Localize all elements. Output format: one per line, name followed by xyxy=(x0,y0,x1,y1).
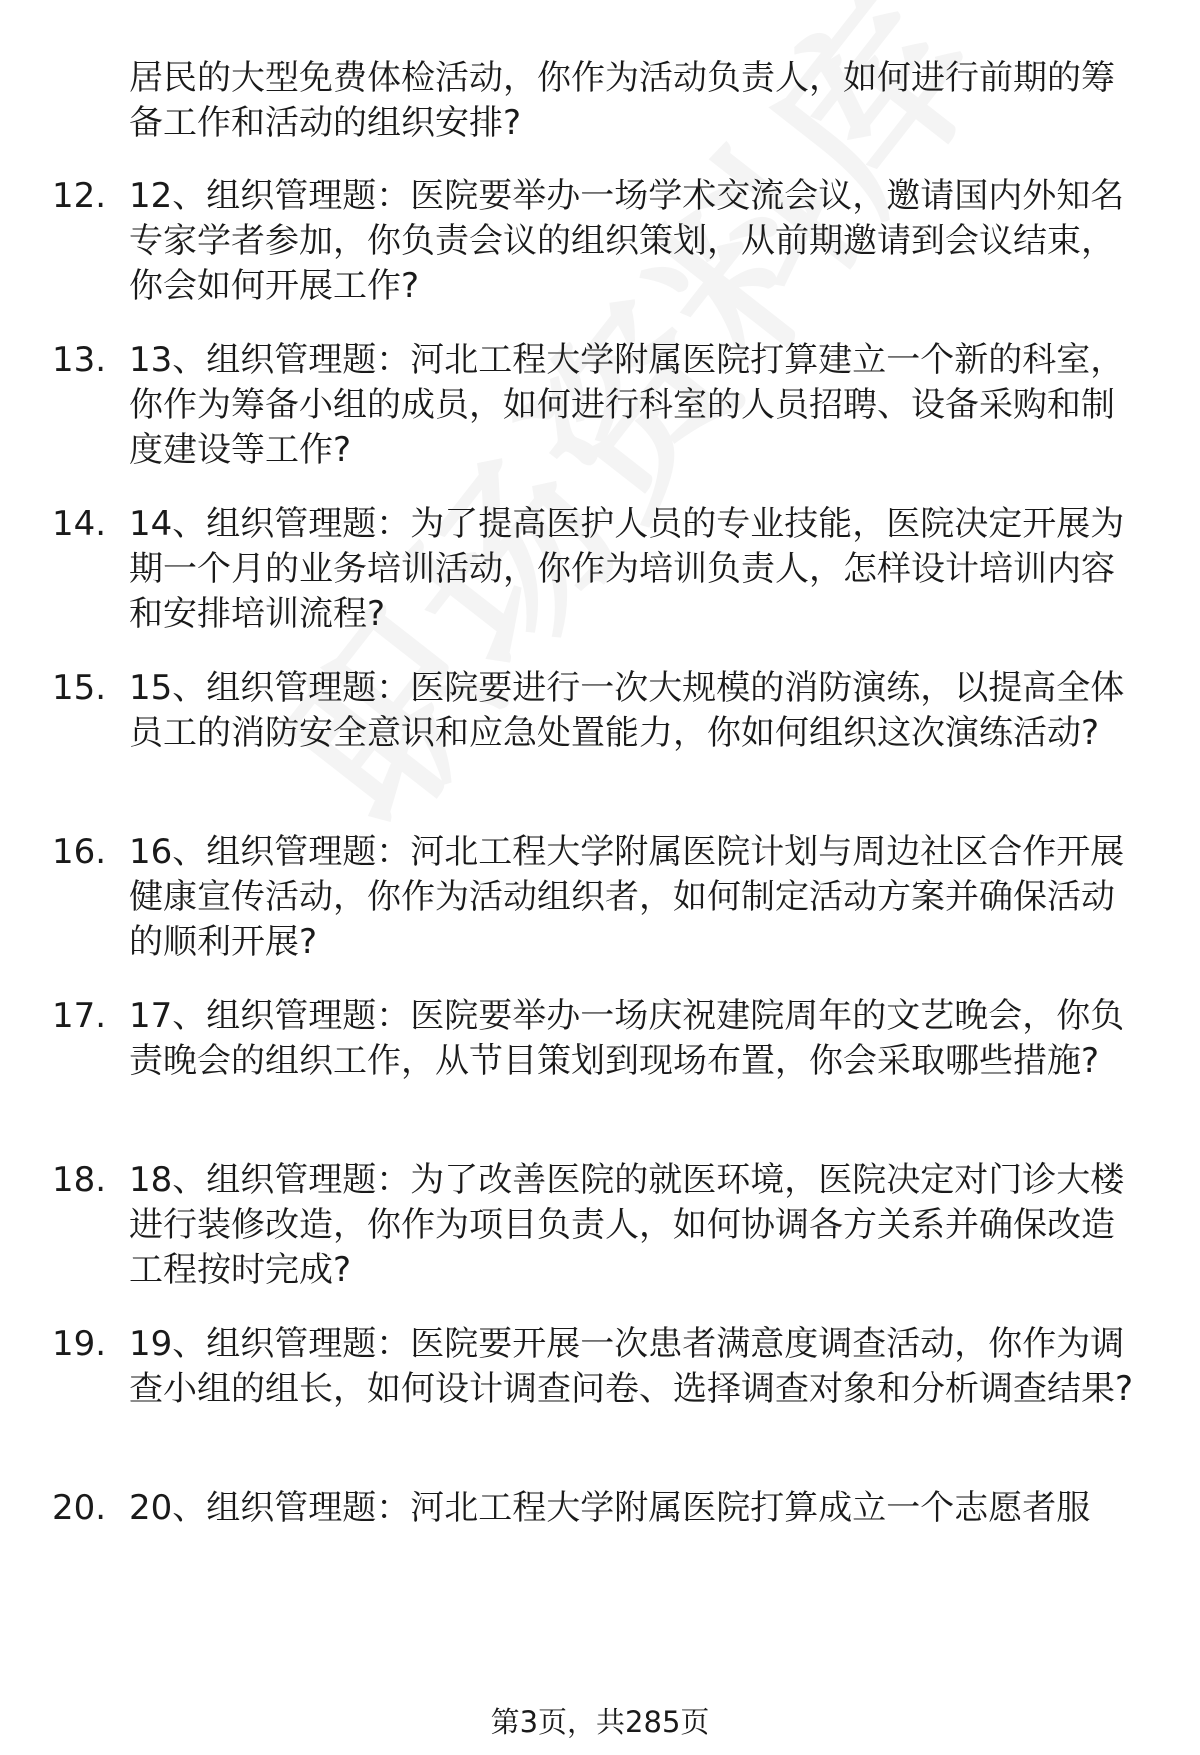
question-item xyxy=(0,1158,1200,1298)
question-item xyxy=(0,1486,1200,1546)
question-text: 12、组织管理题：医院要举办一场学术交流会议，邀请国内外知名专家学者参加，你负责会议的组织策划，从前期邀请到会议结束，你会如何开展工作? xyxy=(129,176,1125,306)
question-item xyxy=(0,994,1200,1134)
question-item xyxy=(0,338,1200,478)
question-number: 12. xyxy=(52,176,107,216)
question-text: 13、组织管理题：河北工程大学附属医院打算建立一个新的科室，你作为筹备小组的成员，如何进行科室的人员招聘、设备采购和制度建设等工作? xyxy=(129,340,1125,470)
question-item xyxy=(0,1322,1200,1462)
question-text: 19、组织管理题：医院要开展一次患者满意度调查活动，你作为调查小组的组长，如何设计调查问卷、选择调查对象和分析调查结果? xyxy=(129,1324,1134,1409)
question-number: 20. xyxy=(52,1488,107,1528)
question-text: 18、组织管理题：为了改善医院的就医环境，医院决定对门诊大楼进行装修改造，你作为项目负责人，如何协调各方关系并确保改造工程按时完成? xyxy=(129,1160,1125,1290)
question-number: 16. xyxy=(52,832,107,872)
question-number: 13. xyxy=(52,340,107,380)
question-number: 19. xyxy=(52,1324,107,1364)
question-number: 15. xyxy=(52,668,107,708)
question-item xyxy=(0,666,1200,806)
question-item xyxy=(0,174,1200,314)
question-number: 18. xyxy=(52,1160,107,1200)
question-item xyxy=(0,502,1200,642)
question-text: 16、组织管理题：河北工程大学附属医院计划与周边社区合作开展健康宣传活动，你作为活动组织者，如何制定活动方案并确保活动的顺利开展? xyxy=(129,832,1125,962)
question-item xyxy=(0,830,1200,970)
question-text: 20、组织管理题：河北工程大学附属医院打算成立一个志愿者服 xyxy=(129,1488,1091,1528)
question-number: 14. xyxy=(52,504,107,544)
question-continuation: 居民的大型免费体检活动，你作为活动负责人，如何进行前期的筹备工作和活动的组织安排? xyxy=(129,58,1115,143)
question-number: 17. xyxy=(52,996,107,1036)
question-text: 17、组织管理题：医院要举办一场庆祝建院周年的文艺晚会，你负责晚会的组织工作，从节目策划到现场布置，你会采取哪些措施? xyxy=(129,996,1125,1081)
question-text: 14、组织管理题：为了提高医护人员的专业技能，医院决定开展为期一个月的业务培训活动，你作为培训负责人，怎样设计培训内容和安排培训流程? xyxy=(129,504,1125,634)
question-text: 15、组织管理题：医院要进行一次大规模的消防演练，以提高全体员工的消防安全意识和应急处置能力，你如何组织这次演练活动? xyxy=(129,668,1125,753)
page-footer: 第3页，共285页 xyxy=(490,1705,710,1739)
